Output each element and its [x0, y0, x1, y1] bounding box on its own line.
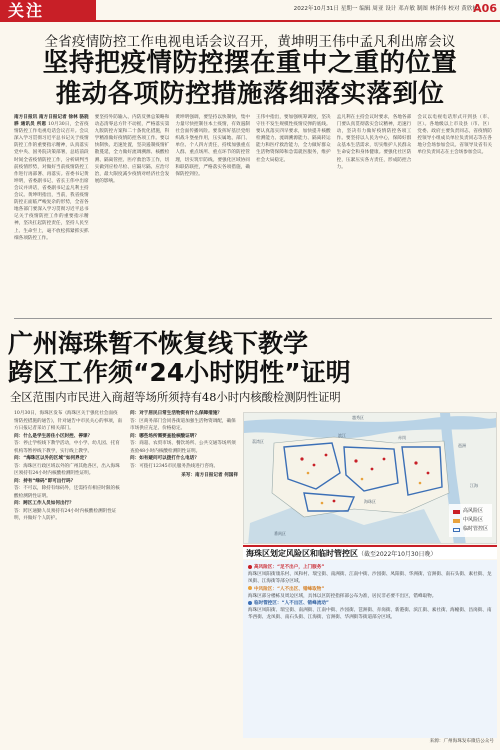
bullet-icon: [248, 565, 252, 569]
map-label: 滨江: [338, 433, 346, 438]
qa-answer: 答：区商务部门会同各街道加强生活物资调配，确保市场供应充足、价格稳定。: [130, 418, 236, 431]
risk-category-temporary: [248, 600, 492, 607]
map-title-bar: [243, 545, 497, 559]
story1-column-3: 黄坤明强调，要坚持以快制快，集中力量尽快控制住本土疫情，有效遏制社会面传播风险。要发挥好基层党组织战斗堡垒作用，压实属地、部门、单位、个人四方责任，持续加强重点人群、重点场所、重点环节的防控管理，切实筑牢防线。要强化区域协同和联防联控，严格落实各项措施，确保防控到位。: [175, 115, 250, 177]
story1-headline: [0, 48, 500, 110]
section-divider: [14, 318, 492, 319]
qa-answer: 答：可拨打12345市民服务热线进行咨询。: [130, 463, 219, 469]
haizhu-district-area: [272, 437, 449, 517]
legend-label: 高风险区: [462, 508, 483, 514]
map-title: [246, 548, 437, 559]
story1-column-1: [14, 114, 89, 312]
story1-column-2: 要坚持外防输入、内防反弹总策略和动态清零总方针不动摇，严格落实第九版防控方案和二十条优化措施，科学精准做好疫情防控各项工作。要以快制快、迅速处置，坚决遏制疫情扩散蔓延，全力做好流调溯源、核酸检测、隔离管控、医疗救治等工作，切实做到应检尽检、应隔尽隔、应治尽治，最大限度减少疫情对经济社会发展的影响。: [94, 115, 170, 184]
map-title-text: 海珠区划定风险区和临时管控区: [246, 549, 358, 558]
bullet-icon: [248, 586, 252, 590]
map-source: 来源：广州海珠发布微信公众号: [429, 739, 494, 744]
story2-subheadline: 全区范围内市民进入商超等场所须持有48小时内核酸检测阴性证明: [10, 391, 341, 404]
qa-question: 问：哪些场所需要查验核酸证明？: [130, 433, 199, 439]
legend-label: 临时管控区: [462, 526, 488, 532]
story1-headline-line2: 推动各项防控措施落细落实落到位: [55, 79, 445, 109]
legend-swatch: [453, 528, 460, 532]
qa-question: 问：“海珠区以外的区域”如何界定？: [14, 456, 89, 461]
story1-kicker: 全省疫情防控工作电视电话会议召开，黄坤明王伟中孟凡利出席会议: [44, 34, 456, 50]
risk-category-title: 临时管控区：“人不出区、错峰流动”: [254, 601, 329, 607]
story2-body: [14, 410, 238, 750]
story1-col1-text: 10月30日，全省疫情防控工作电视电话会议召开。会议深入学习贯彻习近平总书记关于疫情防控工作的重要指示精神，认真落实党中央、国务院决策部署，总结前段时间全省疫情防控工作，分析研判当前疫情形势，对做好当前疫情防控工作进行再部署、再落实。省委书记黄坤明，省委副书记、省长王伟中出席会议并讲话，省委副书记孟凡利主持会议。黄坤明指出，当前，我省疫情防控正面临严峻复杂的形势，全省各地各部门要深入学习贯彻习近平总书记关于疫情防控工作的重要指示精神，坚决扛起防控责任，坚持人民至上、生命至上，毫不放松抓紧抓实抓细各项防控工作。: [14, 122, 89, 241]
qa-question: 问：对于居民日常生活物资有什么保障措施？: [130, 411, 222, 416]
qa-answer: 答：商超、农贸市场、餐饮场所、公共交通等场所须查验48小时内核酸检测阴性证明。: [130, 441, 236, 454]
map-label: 赤岗: [398, 435, 406, 440]
story2-headline-line1: 广州海珠暂不恢复线下教学: [8, 329, 309, 358]
map-label: 番禺区: [274, 531, 286, 536]
map-label: 荔湾区: [252, 439, 264, 444]
story1-column-6: 会议以电视电话形式开到县（市、区）。各地级以上市及县（市、区）党委、政府主要负责同志，省疫情防控领导小组成员单位负责同志等在各地分会场参加会议。省领导及省有关单位负责同志在主会场参加会议。: [417, 115, 492, 156]
risk-category-high: [248, 564, 492, 571]
river-north: [244, 416, 497, 438]
story2-column-1: [14, 410, 122, 750]
map-date-note: （截至2022年10月30日晚）: [358, 551, 437, 558]
section-tag: 关注: [0, 0, 96, 22]
story2-column-2: [130, 410, 238, 750]
qa-question: 问：跨区工作人员如何出行？: [14, 501, 74, 506]
risk-category-medium: [248, 586, 492, 593]
legend-item-temporary: [453, 525, 488, 534]
qa-answer: 答：海珠区行政区域以外的广州其他各区，出入海珠区须持有24小时内核酸检测阴性证明。: [14, 463, 120, 476]
map-label: 越秀区: [352, 415, 364, 420]
qa-question: 问：如有疑问可以拨打什么电话？: [130, 456, 199, 461]
story1-body: [14, 114, 492, 312]
bullet-icon: [248, 601, 252, 605]
legend-item-medium: [453, 516, 488, 525]
story2-intro: 10月30日，海珠区发布《海珠区关于强化社会面疫情防控措施的通告》，针对通告中市民关心的事项，南方日报记者采访了相关部门。: [14, 411, 122, 431]
risk-category-title: 中风险区：“人不出区、错峰取物”: [254, 586, 325, 592]
risk-zone-list: [243, 560, 497, 738]
map-label: 江海: [470, 483, 478, 488]
story1-byline: 南方日报讯 南方日报记者 徐林 骆骁骅 通讯员 所恩: [14, 115, 89, 128]
risk-category-text: 海珠区凤阳街、瑞宝街、南洲街、江南中街、沙园街、琶洲街、赤岗街、新港街、滨江街、素社街、海幢街、昌岗街、南华西街、龙凤街、南石头街、江海街、官洲街、华洲街等街道部分区域。: [248, 608, 492, 621]
risk-category-title: 高风险区：“足不出户，上门服务”: [254, 565, 325, 570]
risk-category-text: 海珠区部分楼栋及周边区域，具体以区防控指挥部公布为准，居民非必要不出区，错峰取物。: [248, 593, 437, 599]
risk-category-text: 海珠区凤阳街康乐村、凤和村、瑞宝街、南洲街、江南中街、沙园街、凤阳街、华洲街、官洲街、南石头街、素社街、龙凤街、江海街等部分区域。: [248, 572, 492, 585]
district-map: [243, 412, 497, 544]
legend-swatch: [453, 519, 460, 523]
map-label: 琶洲: [458, 443, 466, 448]
map-label: 海珠区: [364, 499, 376, 504]
qa-answer: 答：停止学校线下教学活动，中小学、幼儿园、托育机构等暂停线下教学，实行线上教学。: [14, 441, 120, 454]
qa-answer: 答：不可以，除持有绿码外，还需持有相应时限的核酸检测阴性证明。: [14, 486, 120, 499]
legend-item-high: [453, 507, 488, 516]
qa-question: 问：什么是学生居住小区封控、停课？: [14, 433, 93, 439]
story2-credit: 采写：南方日报记者 何国祥: [181, 473, 238, 478]
legend-swatch: [453, 510, 460, 514]
story2-headline-line2: 跨区工作须“24小时阴性”证明: [8, 358, 351, 387]
issue-line: 2022年10月31日 星期一 编辑 周亚 设计 邓卉敏 制图 林泽伟 校对 黄欣林: [293, 6, 478, 12]
story1-headline-line1: 坚持把疫情防控摆在重中之重的位置: [42, 48, 458, 78]
page-number: A06: [473, 2, 497, 15]
map-legend: [449, 504, 492, 537]
qa-answer: 答：跨区通勤人员须持有24小时内核酸检测阴性证明，并做好个人防护。: [14, 508, 117, 521]
qa-question: 问：持有“绿码”即可出行吗？: [14, 478, 76, 484]
story1-column-5: 孟凡利在主持会议时要求，各地各部门要认真贯彻落实会议精神，迅速行动，坚决有力做好疫情防控各项工作。要坚持以人民为中心，保障好群众基本生活需求，切实维护人民群众生命安全和身体健康。要强化社区防控，压紧压实各方责任，形成防控合力。: [336, 115, 412, 170]
story1-column-4: 王伟中指出，要加强统筹调度，坚决守住不发生规模性疫情反弹的底线。要认真落实四早要求，加快提升核酸检测能力、流调溯源能力、隔离转运能力和医疗救治能力，全力做好群众生活物资保障和急需就医服务，维护社会大局稳定。: [255, 115, 331, 163]
story2-headline: [8, 329, 488, 387]
legend-label: 中风险区: [462, 517, 483, 523]
